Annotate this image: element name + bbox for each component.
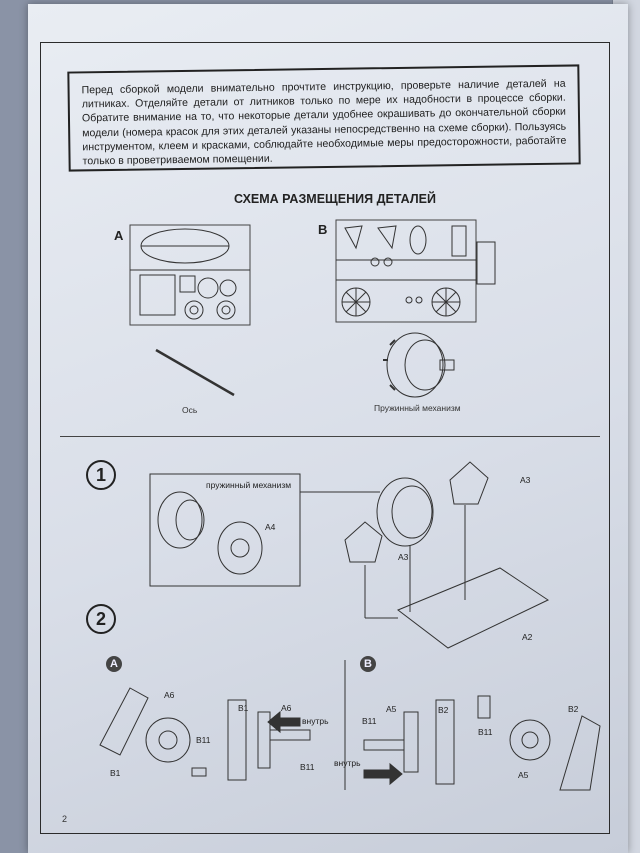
step2a-label-a6: A6 <box>164 690 175 700</box>
step2b-label-b2-right: B2 <box>568 704 579 714</box>
step1-label-a3-top: A3 <box>520 475 531 485</box>
step1-inset-box <box>150 474 300 586</box>
step2b-label-b2: B2 <box>438 705 449 715</box>
step1-label-a3-bottom: A3 <box>398 552 409 562</box>
axle-drawing <box>156 350 234 395</box>
step2a-label-b11: B11 <box>196 735 211 745</box>
step2-sub-a-badge: A <box>106 656 122 672</box>
step-2-number: 2 <box>86 604 116 634</box>
step2a-label-b1: B1 <box>110 768 121 778</box>
step2b-label-inward: внутрь <box>334 758 361 768</box>
step2-sub-b-badge: B <box>360 656 376 672</box>
page-number: 2 <box>62 814 68 824</box>
assembly-notice: Перед сборкой модели внимательно прочтите инструкцию, проверьте наличие деталей на литниках. Отделяйте детали от литников только по мере их надобности в процессе сборки. Обратите внимание на то, что некоторые детали удобнее окрашивать до окончательной сборки модели (номера красок для этих деталей указаны непосредственно на схеме сборки). Пользуясь инструментом, клеем и красками, соблюдайте необходимые меры предосторожности, работайте только в проветриваемом помещении. <box>67 64 580 171</box>
axle-caption: Ось <box>182 405 198 415</box>
sprue-b-diagram <box>336 220 495 322</box>
spring-mechanism-caption: Пружинный механизм <box>374 403 461 413</box>
sprue-b-label: B <box>318 222 328 237</box>
sprue-a-label: A <box>114 228 124 243</box>
step2a-drawing <box>100 688 310 780</box>
step2b-drawing <box>364 696 600 790</box>
step2b-label-a5: A5 <box>386 704 397 714</box>
step2a-label-b1-side: B1 <box>238 703 249 713</box>
spring-mechanism-drawing <box>383 333 454 397</box>
step-1-number: 1 <box>86 460 116 490</box>
step1-inset-drawing <box>158 492 262 574</box>
step2a-label-b11-side: B11 <box>300 762 315 772</box>
step2b-label-b11-right: B11 <box>478 727 493 737</box>
step2b-label-a5-right: A5 <box>518 770 529 780</box>
step2b-label-b11: B11 <box>362 716 377 726</box>
parts-layout-title: СХЕМА РАЗМЕЩЕНИЯ ДЕТАЛЕЙ <box>234 192 436 206</box>
step2a-label-inward: внутрь <box>302 716 329 726</box>
sprue-a-diagram <box>130 225 250 325</box>
step2a-label-a6-side: A6 <box>281 703 292 713</box>
section-divider <box>60 436 600 437</box>
step1-label-a2: A2 <box>522 632 533 642</box>
step1-main-drawing <box>300 462 548 648</box>
step1-spring-label: пружинный механизм <box>206 480 292 490</box>
step1-label-a4: A4 <box>265 522 276 532</box>
